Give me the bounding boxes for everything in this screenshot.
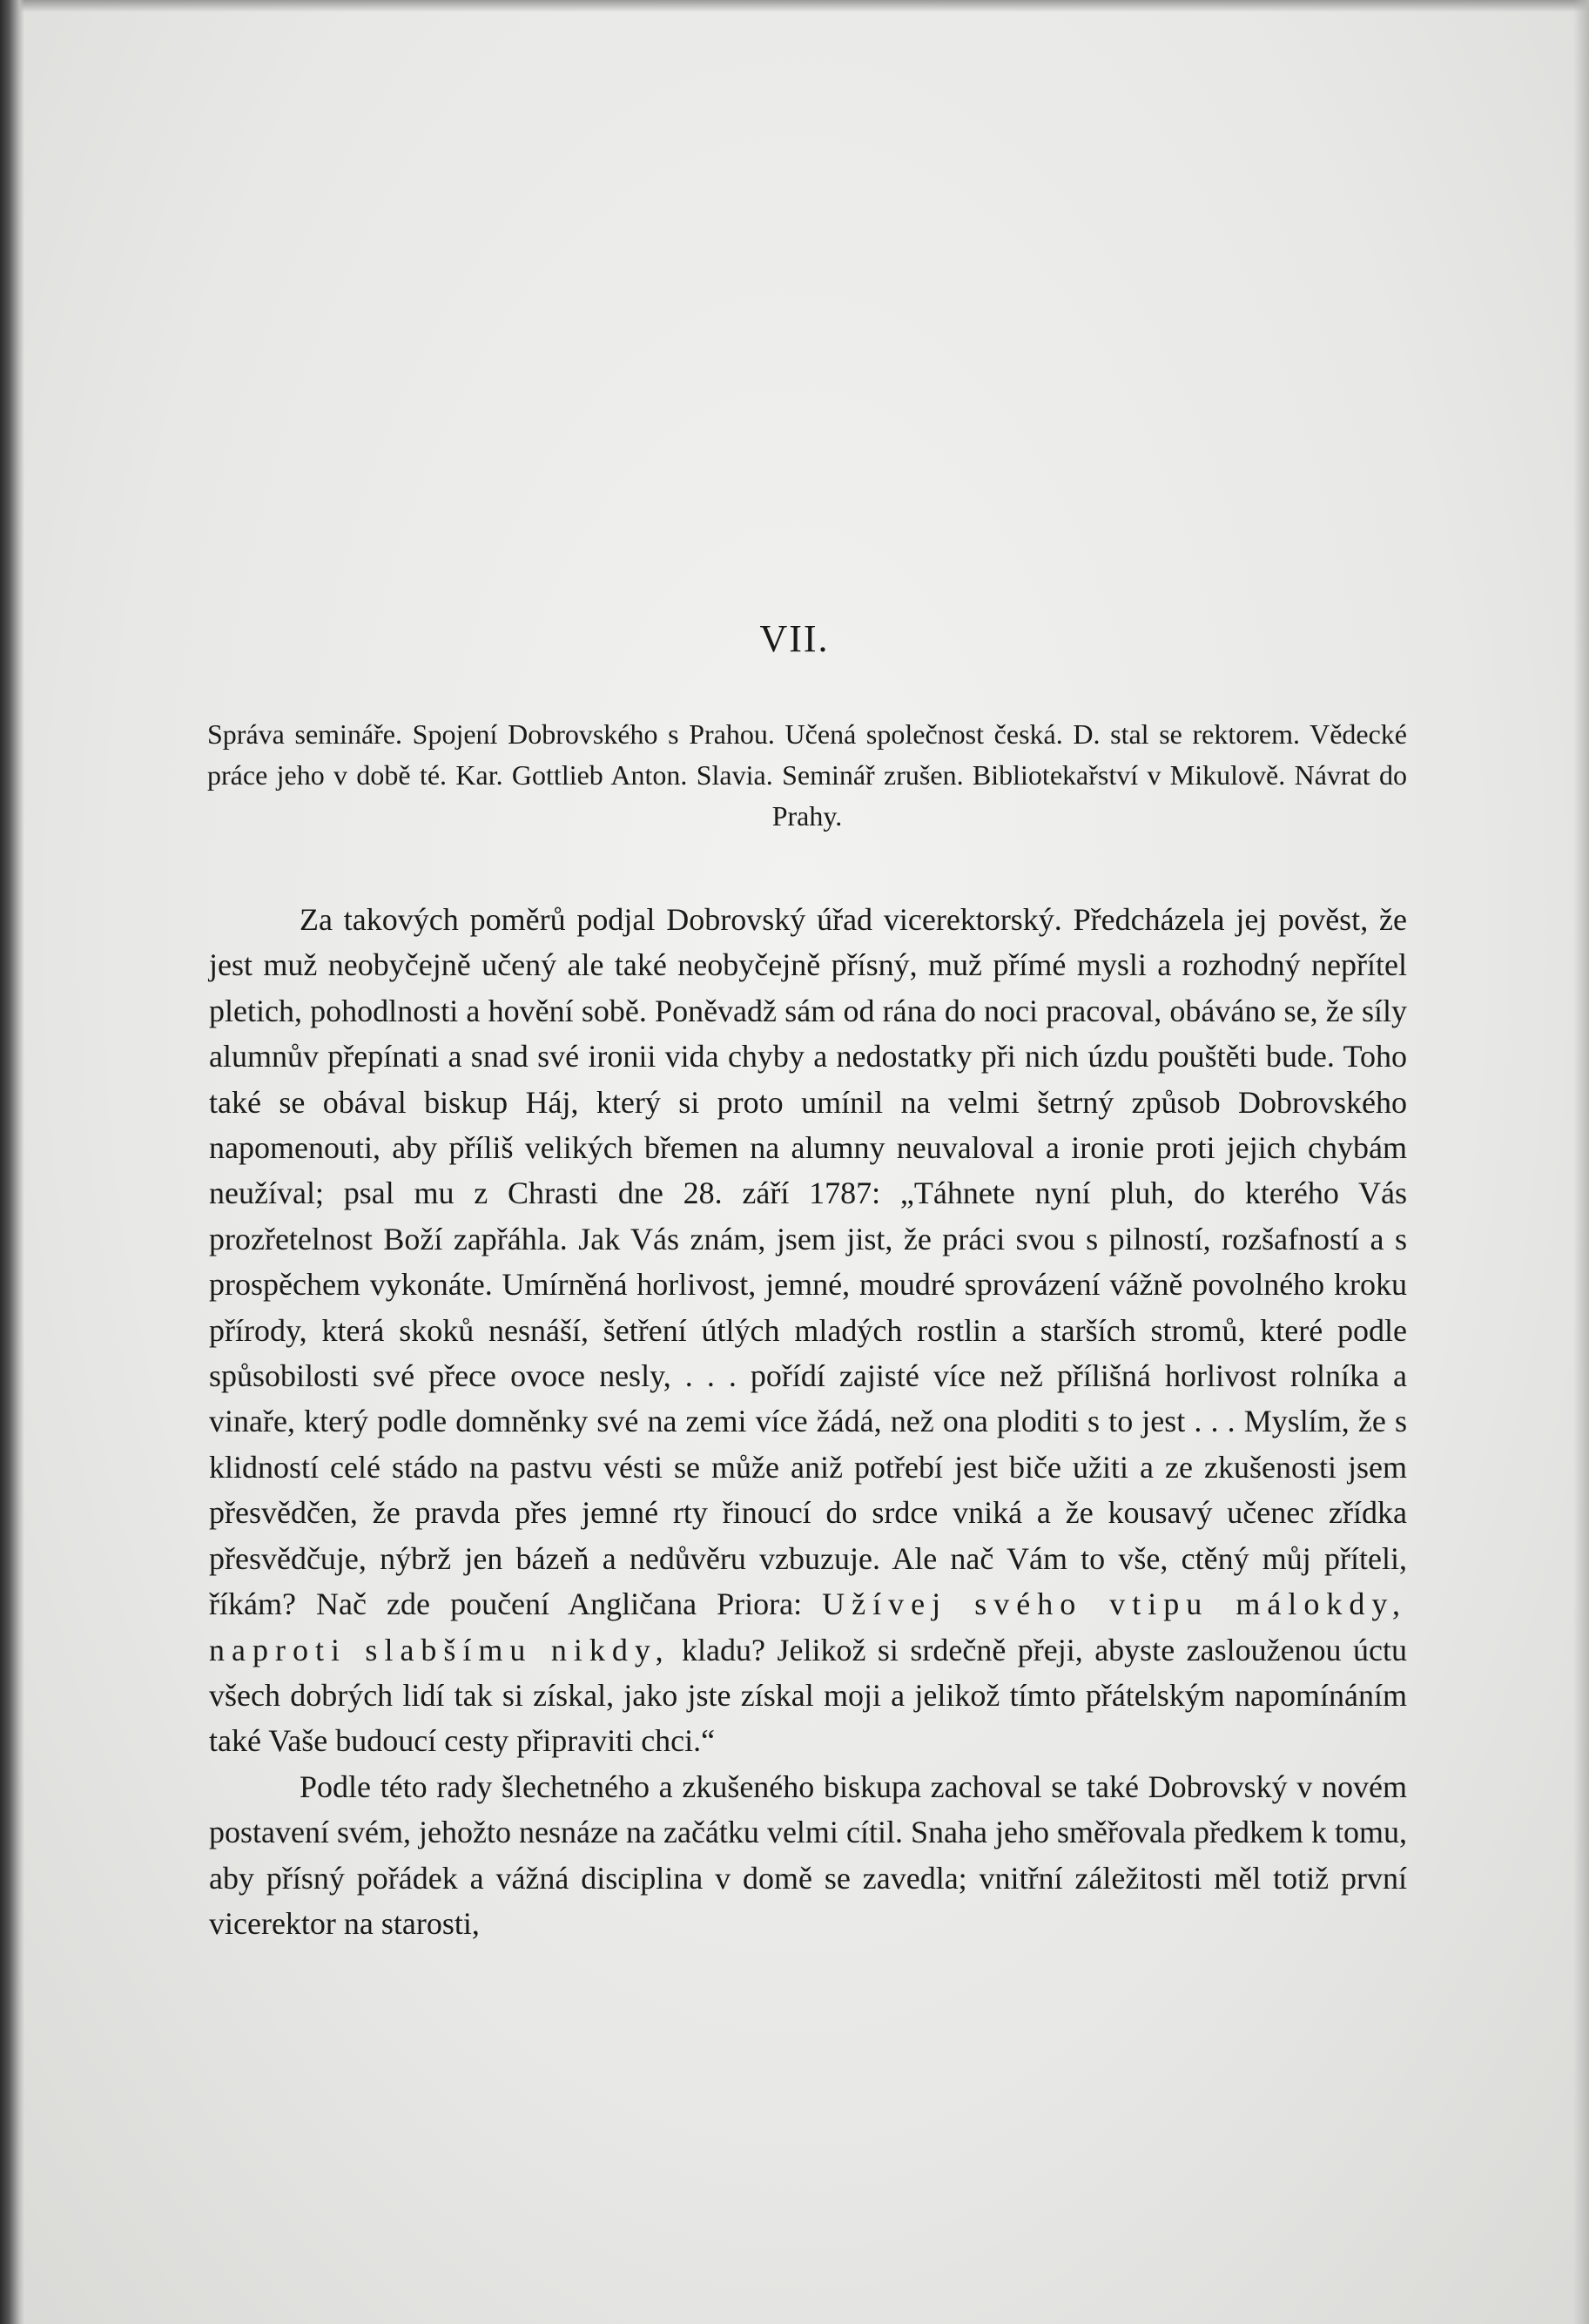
chapter-body: [209, 897, 1407, 1946]
chapter-number: VII.: [759, 617, 830, 660]
page-top-shadow: [0, 0, 1589, 12]
chapter-summary: Správa semináře. Spojení Dobrovského s Prahou. Učená společnost česká. D. stal se rektorem. Vědecké práce jeho v době té. Kar. Gottlieb Anton. Slavia. Seminář zrušen. Bibliotekařství v Mikulově. Návrat do Prahy.: [207, 718, 1407, 832]
paragraph-1-text-after: kladu? Jelikož si srdečně přeji, abyste zaslouženou úctu všech dobrých lidí tak si získal, jako jste získal moji a jelikož tímto přátelským napomínáním také Vaše budoucí cesty připraviti chci.“: [209, 1632, 1407, 1759]
paragraph-2: Podle této rady šlechetného a zkušeného biskupa zachoval se také Dobrovský v novém postavení svém, jehožto nesnáze na začátku velmi cítil. Snaha jeho směřovala předkem k tomu, aby přísný pořádek a vážná disciplina v domě se zavedla; vnitřní záležitosti měl totiž první vicerektor na starosti,: [209, 1768, 1407, 1941]
paragraph-1-text-before: Za takových poměrů podjal Dobrovský úřad vicerektorský. Předcházela jej pověst, že jest muž neobyčejně učený ale také neobyčejně přísný, muž přímé mysli a rozhodný nepřítel pletich, pohodlnosti a hovění sobě. Poněvadž sám od rána do noci pracoval, obáváno se, že síly alumnův přepínati a snad své ironii vida chyby a nedostatky při nich úzdu pouštěti bude. Toho také se obával biskup Háj, který si proto umínil na velmi šetrný způsob Dobrovského napomenouti, aby příliš velikých břemen na alumny neuvaloval a ironie proti jejich chybám neužíval; psal mu z Chrasti dne 28. září 1787: „Táhnete nyní pluh, do kterého Vás prozřetelnost Boží zapřáhla. Jak Vás znám, jsem jist, že práci svou s pilností, rozšafností a s prospěchem vykonáte. Umírněná horlivost, jemné, moudré sprovázení vážně povolného kroku přírody, která skoků nesnáší, šetření útlých mladých rostlin a starších stromů, které podle spůsobilosti své přece ovoce nesly, . . . pořídí zajisté více než přílišná horlivost rolníka a vinaře, který podle domněnky své na zemi více žádá, než ona ploditi s to jest . . . Myslím, že s klidností celé stádo na pastvu vésti se může aniž potřebí jest biče užiti a ze zkušenosti jsem přesvědčen, že pravda přes jemné rty řinoucí do srdce vniká a že kousavý učenec zřídka přesvědčuje, nýbrž jen bázeň a nedůvěru vzbuzuje. Ale nač Vám to vše, ctěný můj příteli, říkám? Nač zde poučení Angličana Priora:: [209, 902, 1407, 1622]
page-right-shadow: [1573, 0, 1589, 2324]
page-binding-shadow: [0, 0, 24, 2324]
paragraph-1: [209, 897, 1407, 1764]
prior-quote-spaced: Užívej svého vtipu málokdy, naproti slabšímu nikdy,: [209, 1586, 1407, 1667]
